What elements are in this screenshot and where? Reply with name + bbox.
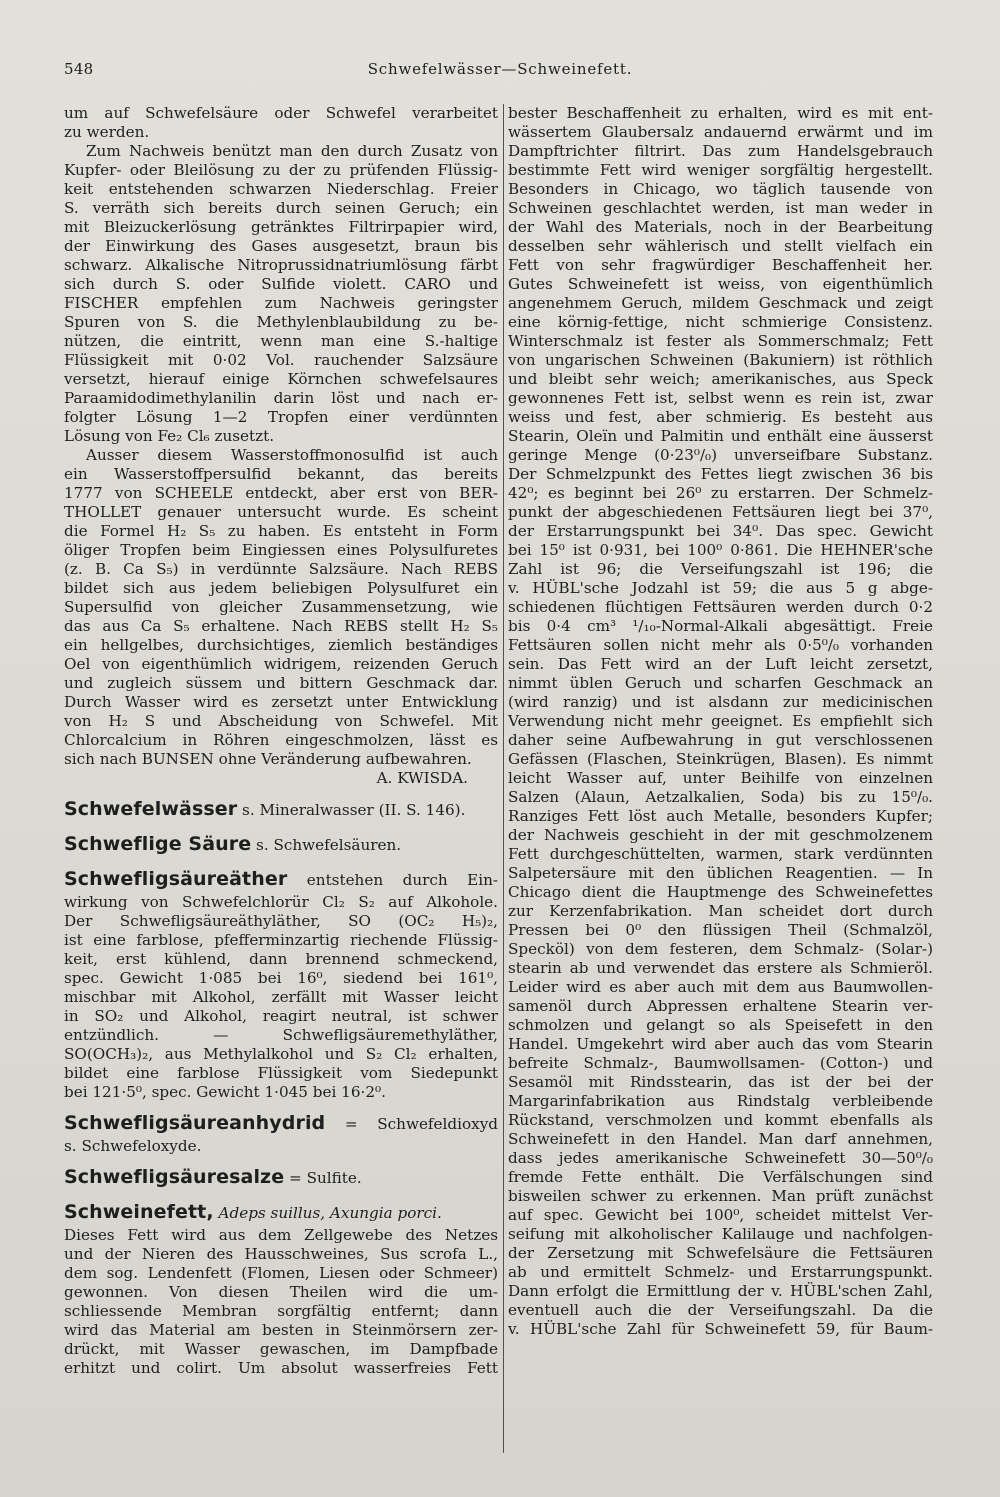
text-line: ein Wasserstoffpersulfid bekannt, das bereits <box>64 465 498 483</box>
headword: Schwefligsäuresalze <box>64 1166 285 1188</box>
running-title: Schwefelwässer—Schweinefett. <box>367 60 633 78</box>
text-line: drückt, mit Wasser gewaschen, im Dampfbade <box>64 1340 498 1358</box>
text-line: v. HÜBL'sche Zahl für Schweinefett 59, für Baum- <box>508 1320 933 1338</box>
text-line: bei 15⁰ ist 0·931, bei 100⁰ 0·861. Die HEHNER'sche <box>508 541 933 559</box>
text-line: um auf Schwefelsäure oder Schwefel verarbeitet <box>64 104 498 122</box>
text-line: das aus Ca S₅ erhaltene. Nach REBS stellt H₂ S₅ <box>64 617 498 635</box>
text-line: keit entstehenden schwarzen Niederschlag. Freier <box>64 180 498 198</box>
entry-body-line: s. Schwefeloxyde. <box>64 1137 202 1155</box>
text-line: bei 121·5⁰, spec. Gewicht 1·045 bei 16·2⁰. <box>64 1083 386 1101</box>
text-line: Dann erfolgt die Ermittlung der v. HÜBL'schen Zahl, <box>508 1282 933 1300</box>
text-line: gewonnen. Von diesen Theilen wird die um- <box>64 1283 498 1301</box>
text-line: schiedenen flüchtigen Fettsäuren werden durch 0·2 <box>508 598 933 616</box>
text-line: Dieses Fett wird aus dem Zellgewebe des Netzes <box>64 1226 498 1244</box>
paragraph <box>64 446 498 769</box>
text-line: Paraamidodimethylanilin darin löst und nach er- <box>64 389 498 407</box>
text-line: Oel von eigenthümlich widrigem, reizenden Geruch <box>64 655 498 673</box>
text-line: Schweinen geschlachtet werden, ist man weder in <box>508 199 933 217</box>
entry-schwefligsaeureanhydrid: Schwefligsäureanhydrid = Schwefeldioxyd <box>64 1112 498 1134</box>
author-signature: A. KWISDA. <box>376 769 468 787</box>
text-line: Kupfer- oder Bleilösung zu der zu prüfenden Flüssig- <box>64 161 498 179</box>
text-line: bestimmte Fett wird weniger sorgfältig hergestellt. <box>508 161 933 179</box>
text-line: sich nach BUNSEN ohne Veränderung aufbewahren. <box>64 750 472 768</box>
text-line: Pressen bei 0⁰ den flüssigen Theil (Schmalzöl, <box>508 921 933 939</box>
text-line: wird das Material am besten in Steinmörsern zer- <box>64 1321 498 1339</box>
text-line: eine körnig-fettige, nicht schmierige Consistenz. <box>508 313 933 331</box>
text-line: Fett von sehr fragwürdiger Beschaffenheit her. <box>508 256 933 274</box>
text-line: Chlorcalcium in Röhren eingeschmolzen, lässt es <box>64 731 498 749</box>
text-line: zur Kerzenfabrikation. Man scheidet dort durch <box>508 902 933 920</box>
text-line: Spuren von S. die Methylenblaubildung zu be- <box>64 313 498 331</box>
text-line: Verwendung nicht mehr geeignet. Es empfiehlt sich <box>508 712 933 730</box>
text-line: 1777 von SCHEELE entdeckt, aber erst von BER- <box>64 484 498 502</box>
text-line: entzündlich. — Schwefligsäuremethyläther, <box>64 1026 498 1044</box>
text-line: (z. B. Ca S₅) in verdünnte Salzsäure. Nach REBS <box>64 560 498 578</box>
text-line: die Formel H₂ S₅ zu haben. Es entsteht in Form <box>64 522 498 540</box>
text-line: Ausser diesem Wasserstoffmonosulfid ist auch <box>86 446 498 464</box>
text-line: nimmt üblen Geruch und scharfen Geschmack an <box>508 674 933 692</box>
text-line: seifung mit alkoholischer Kalilauge und nachfolgen- <box>508 1225 933 1243</box>
paragraph <box>508 104 933 1339</box>
text-line: erhitzt und colirt. Um absolut wasserfreies Fett <box>64 1359 498 1377</box>
text-line: Chicago dient die Hauptmenge des Schweinefettes <box>508 883 933 901</box>
text-line: schwarz. Alkalische Nitroprussidnatriumlösung färbt <box>64 256 498 274</box>
text-line: Winterschmalz ist fester als Sommerschmalz; Fett <box>508 332 933 350</box>
text-line: Stearin, Oleïn und Palmitin und enthält eine äusserst <box>508 427 933 445</box>
headword: Schwefligsäureanhydrid <box>64 1112 326 1134</box>
page-number: 548 <box>64 60 94 78</box>
text-line: Zahl ist 96; die Verseifungszahl ist 196; die <box>508 560 933 578</box>
text-line: Margarinfabrikation aus Rindstalg verbleibende <box>508 1092 933 1110</box>
text-line: der Einwirkung des Gases ausgesetzt, braun bis <box>64 237 498 255</box>
entry-schweinefett: Schweinefett, Adeps suillus, Axungia porci. <box>64 1201 442 1223</box>
text-line: von ungarischen Schweinen (Bakuniern) ist röthlich <box>508 351 933 369</box>
text-line: bildet sich aus jedem beliebigen Polysulfuret ein <box>64 579 498 597</box>
text-line: Besonders in Chicago, wo täglich tausende von <box>508 180 933 198</box>
text-line: nützen, die eintritt, wenn man eine S.-haltige <box>64 332 498 350</box>
text-line: mit Bleizuckerlösung getränktes Filtrirpapier wird, <box>64 218 498 236</box>
text-line: gewonnenes Fett ist, selbst wenn es rein ist, zwar <box>508 389 933 407</box>
text-line: folgter Lösung 1—2 Tropfen einer verdünnten <box>64 408 498 426</box>
headword: Schweflige Säure <box>64 833 252 855</box>
text-line: dass jedes amerikanische Schweinefett 30—50⁰/₀ <box>508 1149 933 1167</box>
text-line: Der Schmelzpunkt des Fettes liegt zwischen 36 bis <box>508 465 933 483</box>
text-line: Ranziges Fett löst auch Metalle, besonders Kupfer; <box>508 807 933 825</box>
text-line: Supersulfid von gleicher Zusammensetzung, wie <box>64 598 498 616</box>
text-line: THOLLET genauer untersucht wurde. Es scheint <box>64 503 498 521</box>
entry-schwefelwaesser: Schwefelwässer s. Mineralwasser (II. S. 146). <box>64 798 466 820</box>
text-line: der Zersetzung mit Schwefelsäure die Fettsäuren <box>508 1244 933 1262</box>
text-line: der Wahl des Materials, noch in der Bearbeitung <box>508 218 933 236</box>
entry-body <box>64 1226 498 1378</box>
text-line: spec. Gewicht 1·085 bei 16⁰, siedend bei 161⁰, <box>64 969 498 987</box>
text-line: ein hellgelbes, durchsichtiges, ziemlich beständiges <box>64 636 498 654</box>
entry-schweflige-saeure: Schweflige Säure s. Schwefelsäuren. <box>64 833 402 855</box>
text-line: Leider wird es aber auch mit dem aus Baumwollen- <box>508 978 933 996</box>
text-line: (wird ranzig) und ist alsdann zur medicinischen <box>508 693 933 711</box>
text-line: und bleibt sehr weich; amerikanisches, aus Speck <box>508 370 933 388</box>
text-line: Fettsäuren sollen nicht mehr als 0·5⁰/₀ vorhanden <box>508 636 933 654</box>
text-line: ab und ermittelt Schmelz- und Erstarrungspunkt. <box>508 1263 933 1281</box>
text-line: öliger Tropfen beim Eingiessen eines Polysulfuretes <box>64 541 498 559</box>
text-line: Salzen (Alaun, Aetzalkalien, Soda) bis zu 15⁰/₀. <box>508 788 933 806</box>
text-line: von H₂ S und Abscheidung von Schwefel. Mit <box>64 712 498 730</box>
paragraph <box>64 104 498 142</box>
text-line: keit, erst kühlend, dann brennend schmeckend, <box>64 950 498 968</box>
text-line: FISCHER empfehlen zum Nachweis geringster <box>64 294 498 312</box>
text-line: Rückstand, verschmolzen und kommt ebenfalls als <box>508 1111 933 1129</box>
text-line: 42⁰; es beginnt bei 26⁰ zu erstarren. Der Schmelz- <box>508 484 933 502</box>
text-line: und zugleich süssem und bittern Geschmack dar. <box>64 674 498 692</box>
text-line: sich durch S. oder Sulfide violett. CARO und <box>64 275 498 293</box>
text-line: schmolzen und gelangt so als Speisefett in den <box>508 1016 933 1034</box>
text-line: wässertem Glaubersalz andauernd erwärmt und im <box>508 123 933 141</box>
page-header <box>64 60 936 86</box>
text-line: Flüssigkeit mit 0·02 Vol. rauchender Salzsäure <box>64 351 498 369</box>
text-line: Schweinefett in den Handel. Man darf annehmen, <box>508 1130 933 1148</box>
headword: Schwefelwässer <box>64 798 238 820</box>
text-line: Specköl) von dem festeren, dem Schmalz- (Solar-) <box>508 940 933 958</box>
paragraph <box>64 142 498 446</box>
headword: Schweinefett, <box>64 1201 214 1223</box>
text-line: bis 0·4 cm³ ¹/₁₀-Normal-Alkali abgesättigt. Freie <box>508 617 933 635</box>
text-line: stearin ab und verwendet das erstere als Schmieröl. <box>508 959 933 977</box>
text-line: Der Schwefligsäureäthyläther, SO (OC₂ H₅)₂, <box>64 912 498 930</box>
text-line: in SO₂ und Alkohol, reagirt neutral, ist schwer <box>64 1007 498 1025</box>
entry-schwefligsaeureaether: Schwefligsäureäther entstehen durch Ein- <box>64 868 498 890</box>
entry-schwefligsaeuresalze: Schwefligsäuresalze = Sulfite. <box>64 1166 362 1188</box>
text-line: Sesamöl mit Rindsstearin, das ist der bei der <box>508 1073 933 1091</box>
right-column <box>508 104 933 1453</box>
text-line: leicht Wasser auf, unter Beihilfe von einzelnen <box>508 769 933 787</box>
text-line: Zum Nachweis benützt man den durch Zusatz von <box>86 142 498 160</box>
text-line: v. HÜBL'sche Jodzahl ist 59; die aus 5 g abge- <box>508 579 933 597</box>
text-line: wirkung von Schwefelchlorür Cl₂ S₂ auf Alkohole. <box>64 893 498 911</box>
text-line: angenehmem Geruch, mildem Geschmack und zeigt <box>508 294 933 312</box>
text-line: Lösung von Fe₂ Cl₆ zusetzt. <box>64 427 275 445</box>
text-line: ist eine farblose, pfefferminzartig riechende Flüssig- <box>64 931 498 949</box>
text-line: sein. Das Fett wird an der Luft leicht zersetzt, <box>508 655 933 673</box>
text-line: weiss und fest, aber schmierig. Es besteht aus <box>508 408 933 426</box>
text-line: eventuell auch die der Verseifungszahl. Da die <box>508 1301 933 1319</box>
text-line: Dampftrichter filtrirt. Das zum Handelsgebrauch <box>508 142 933 160</box>
text-line: geringe Menge (0·23⁰/₀) unverseifbare Substanz. <box>508 446 933 464</box>
text-line: auf spec. Gewicht bei 100⁰, scheidet mittelst Ver- <box>508 1206 933 1224</box>
left-column <box>64 104 498 1453</box>
text-line: mischbar mit Alkohol, zerfällt mit Wasser leicht <box>64 988 498 1006</box>
column-divider <box>503 104 504 1453</box>
text-line: der Nachweis geschieht in der mit geschmolzenem <box>508 826 933 844</box>
text-line: zu werden. <box>64 123 150 141</box>
text-line: der Erstarrungspunkt bei 34⁰. Das spec. Gewicht <box>508 522 933 540</box>
text-line: bisweilen schwer zu erkennen. Man prüft zunächst <box>508 1187 933 1205</box>
text-line: SO(OCH₃)₂, aus Methylalkohol und S₂ Cl₂ erhalten, <box>64 1045 498 1063</box>
text-line: versetzt, hierauf einige Körnchen schwefelsaures <box>64 370 498 388</box>
text-line: dem sog. Lendenfett (Flomen, Liesen oder Schmeer) <box>64 1264 498 1282</box>
text-line: und der Nieren des Hausschweines, Sus scrofa L., <box>64 1245 498 1263</box>
text-line: Gefässen (Flaschen, Steinkrügen, Blasen). Es nimmt <box>508 750 933 768</box>
text-line: bester Beschaffenheit zu erhalten, wird es mit ent- <box>508 104 933 122</box>
text-line: bildet eine farblose Flüssigkeit vom Siedepunkt <box>64 1064 498 1082</box>
text-line: S. verräth sich bereits durch seinen Geruch; ein <box>64 199 498 217</box>
headword: Schwefligsäureäther <box>64 868 288 890</box>
text-line: Handel. Umgekehrt wird aber auch das vom Stearin <box>508 1035 933 1053</box>
text-line: schliessende Membran sorgfältig entfernt; dann <box>64 1302 498 1320</box>
text-line: punkt der abgeschiedenen Fettsäuren liegt bei 37⁰, <box>508 503 933 521</box>
text-line: desselben sehr wählerisch und stellt vielfach ein <box>508 237 933 255</box>
text-line: Gutes Schweinefett ist weiss, von eigenthümlich <box>508 275 933 293</box>
text-line: befreite Schmalz-, Baumwollsamen- (Cotton-) und <box>508 1054 933 1072</box>
text-line: daher seine Aufbewahrung in gut verschlossenen <box>508 731 933 749</box>
text-line: samenöl durch Abpressen erhaltene Stearin ver- <box>508 997 933 1015</box>
text-line: Salpetersäure mit den üblichen Reagentien. — In <box>508 864 933 882</box>
text-line: Durch Wasser wird es zersetzt unter Entwicklung <box>64 693 498 711</box>
entry-body <box>64 893 498 1102</box>
text-line: Fett durchgeschüttelten, warmen, stark verdünnten <box>508 845 933 863</box>
text-line: fremde Fette enthält. Die Verfälschungen sind <box>508 1168 933 1186</box>
